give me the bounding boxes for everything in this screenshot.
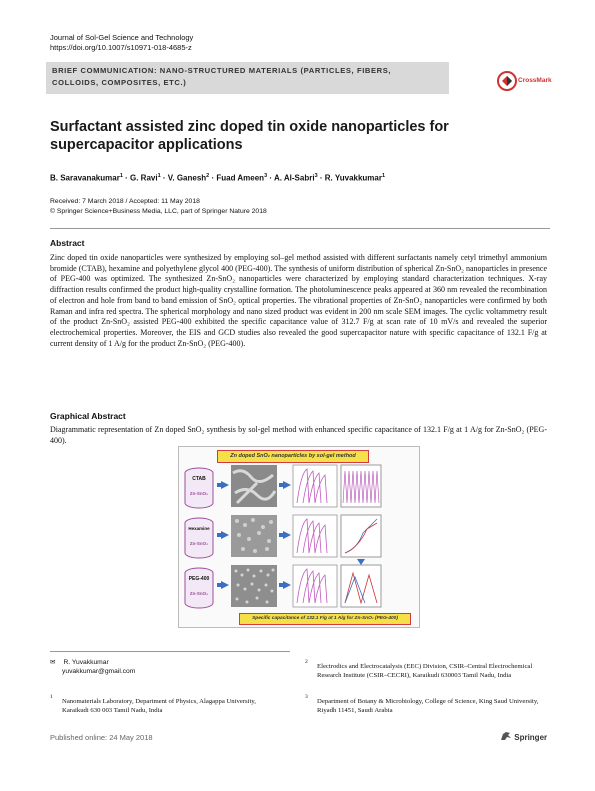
received-accepted: Received: 7 March 2018 / Accepted: 11 May 2018 — [50, 198, 200, 205]
affiliation-text: Nanomaterials Laboratory, Department of Physics, Alagappa University, Karaikudi 630 003 Tamil Nadu, India — [62, 698, 256, 715]
corresponding-author — [50, 658, 280, 676]
affiliation-3 — [305, 693, 550, 715]
author-affiliation-ref: 3 — [264, 173, 268, 179]
springer-horse-icon — [500, 731, 512, 741]
published-online: Published online: 24 May 2018 — [50, 733, 153, 742]
article-dates — [50, 197, 267, 216]
cylinder-top-label: PEG-400 — [188, 576, 210, 582]
affiliation-number: 2 — [305, 659, 308, 665]
cylinder-top-label: Hexamine — [188, 526, 210, 531]
affiliation-2 — [305, 658, 550, 680]
figure-graphics — [217, 463, 417, 613]
surfactant-cylinder — [183, 567, 215, 609]
abstract-heading: Abstract — [50, 238, 85, 248]
author-name[interactable]: A. Al-Sabri — [273, 173, 315, 183]
divider — [50, 228, 550, 229]
figure-bottom-label: Specific capacitance of 132.1 F/g at 1 A/g for Zn-SnO₂ (PEG-400) — [239, 613, 411, 625]
doi-link[interactable]: https://doi.org/10.1007/s10971-018-4685-z — [50, 43, 192, 52]
journal-header — [50, 33, 193, 53]
journal-name: Journal of Sol-Gel Science and Technology — [50, 33, 194, 42]
surfactant-cylinder — [183, 517, 215, 559]
footnote-divider — [50, 651, 290, 652]
cylinder-icon — [183, 517, 215, 559]
publisher-name: Springer — [514, 733, 548, 742]
article-title — [50, 118, 480, 154]
abstract-text: Zinc doped tin oxide nanoparticles were synthesized by employing sol–gel method assisted with different surfactants namely cetyl trimethyl ammonium bromide (CTAB), hexamine and polyethylene glycol 400 (PEG-400). The synthesis of uniform distribution of spherical Zn-SnO₂ nanoparticles in presence of PEG-400 was optimized. The synthesized Zn-SnO₂ nanoparticles were characterized by employing standard characterization techniques. X-ray diffraction results confirmed the product high-quality crystalline formation. The photoluminescence peaks appeared at 360 nm revealed the recombination of electron and hole from band to band emission of SnO₂ optical properties. The vibrational properties of Zn-SnO₂ nanoparticles were confirmed by both Raman and infra red spectra. The spherical morphology and nano sized product was evident in 200 nm scale SEM images. The cyclic voltammetry result of the product Zn-SnO₂ assisted PEG-400 exhibited the specific capacitance value of 312.7 F/g at scan rate of 10 mV/s and revealed the superior electrochemical properties. Moreover, the EIS and GCD studies also revealed the good supercapacitor nature with specific capacitance of 132.1 F/g at current density of 1 A/g for the product Zn-SnO₂ (PEG-400). — [50, 253, 547, 348]
crossmark-badge[interactable] — [497, 70, 553, 92]
title-line-2: supercapacitor applications — [50, 137, 243, 153]
author-affiliation-ref: 1 — [381, 173, 386, 179]
cylinder-bottom-label: Zn-SnO₂ — [189, 491, 209, 496]
graphical-abstract-heading: Graphical Abstract — [50, 411, 126, 421]
affiliation-number: 3 — [305, 694, 308, 700]
affiliation-number: 1 — [50, 694, 53, 700]
author-name[interactable]: V. Ganesh — [167, 173, 207, 183]
affiliation-text: Department of Botany & Microbiology, College of Science, King Saud University, Riyadh 11451, Saudi Arabia — [317, 698, 539, 715]
author-affiliation-ref: 1 — [157, 173, 161, 179]
author-list: B. Saravanakumar$^1$ · G. Ravi$^1$ · V. Ganesh$^2$ · Fuad Ameen$^3$ · A. Al-Sabri$^3$ · R. Yuvakkumar$^1$ — [50, 173, 386, 183]
surfactant-cylinder — [183, 467, 215, 509]
cylinder-icon — [183, 567, 215, 609]
crossmark-label: CrossMark — [518, 77, 552, 84]
article-type-banner — [46, 62, 449, 94]
banner-line-2: COLLOIDS, COMPOSITES, ETC.) — [52, 78, 187, 87]
cylinder-icon — [183, 467, 215, 509]
corresponding-author-name: R. Yuvakkumar — [63, 659, 109, 666]
cylinder-bottom-label: Zn-SnO₂ — [189, 541, 209, 546]
figure-top-label: Zn doped SnO₂ nanoparticles by sol-gel method — [217, 450, 369, 463]
author-affiliation-ref: 3 — [314, 173, 318, 179]
copyright-line: © Springer Science+Business Media, LLC, part of Springer Nature 2018 — [50, 207, 267, 215]
graphical-abstract-figure — [178, 446, 420, 628]
cylinder-top-label: CTAB — [192, 476, 206, 482]
graphical-abstract-text: Diagrammatic representation of Zn doped SnO₂ synthesis by sol-gel method with enhanced specific capacitance of 132.1 F/g at 1 A/g for Zn-SnO₂ (PEG-400). — [50, 425, 547, 445]
email-icon: ✉ — [50, 659, 56, 666]
publisher-logo — [500, 731, 547, 742]
author-affiliation-ref: 1 — [119, 173, 123, 179]
author-name[interactable]: R. Yuvakkumar — [324, 173, 382, 183]
affiliation-text: Electrodics and Electrocatalysis (EEC) Division, CSIR–Central Electrochemical Research Institute (CSIR–CECRI), Karaikudi 630003 Tamil Nadu, India — [317, 663, 533, 680]
author-affiliation-ref: 2 — [206, 173, 210, 179]
affiliation-1 — [50, 693, 280, 715]
author-name[interactable]: G. Ravi — [130, 173, 158, 183]
author-name[interactable]: B. Saravanakumar — [50, 173, 120, 183]
author-name[interactable]: Fuad Ameen — [216, 173, 265, 183]
corresponding-author-email[interactable]: yuvakkumar@gmail.com — [62, 668, 136, 675]
cylinder-bottom-label: Zn-SnO₂ — [189, 591, 209, 596]
banner-line-1: BRIEF COMMUNICATION: NANO-STRUCTURED MATERIALS (PARTICLES, FIBERS, — [52, 66, 392, 75]
title-line-1: Surfactant assisted zinc doped tin oxide nanoparticles for — [50, 119, 449, 135]
